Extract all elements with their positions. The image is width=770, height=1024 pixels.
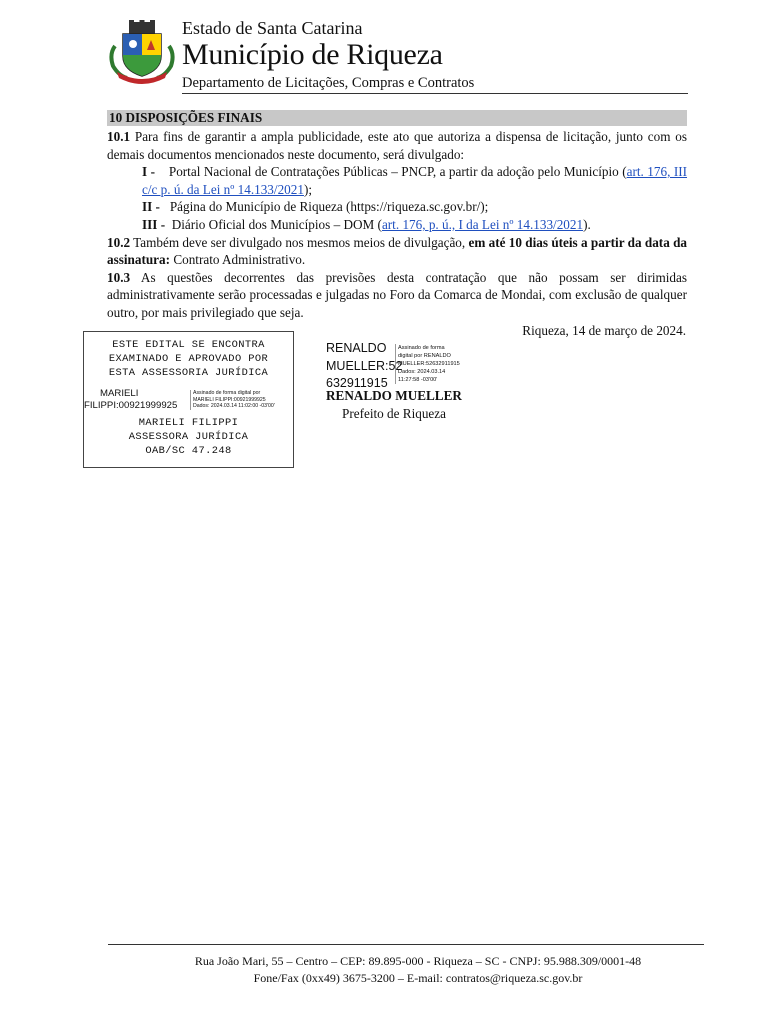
item-text-end: ). — [583, 216, 591, 232]
signature-meta-line: 11:27:58 -03'00' — [398, 377, 438, 383]
signature-meta-line: digital por RENALDO — [398, 353, 451, 359]
item-number: III - — [142, 216, 166, 232]
item-text-end: ); — [303, 181, 313, 197]
municipality-name: Município de Riqueza — [182, 38, 443, 71]
footer — [66, 953, 770, 987]
clause-10-3 — [107, 269, 687, 322]
list-item — [107, 216, 687, 234]
signature-meta-line: MUELLER:52632911915 — [398, 361, 460, 367]
clause-number: 10.2 — [107, 234, 131, 250]
signature-meta-line: MARIELI FILIPPI:00921999925 — [193, 396, 266, 403]
stamp-signer-role: ASSESSORA JURÍDICA — [128, 431, 249, 443]
coat-of-arms-icon — [107, 20, 177, 84]
clause-text: As questões decorrentes das previsões desta contratação que não possam ser dirimidas administrativamente serão processadas e julgadas no Foro da Comarca de Mondai, com exclusão de qualquer outro, por mais privilegiado que seja. — [107, 269, 687, 320]
stamp-oab-number: OAB/SC 47.248 — [145, 445, 232, 457]
signature-meta-line: Dados: 2024.03.14 — [398, 369, 446, 375]
signer-name: RENALDO MUELLER — [326, 388, 462, 403]
signature-name — [326, 340, 402, 393]
department-name: Departamento de Licitações, Compras e Contratos — [182, 75, 475, 91]
legal-approval-stamp — [83, 331, 294, 468]
header-divider — [182, 93, 688, 94]
place-and-date: Riqueza, 14 de março de 2024. — [522, 323, 686, 338]
signature-name-line: MARIELI — [100, 388, 139, 399]
signature-name — [84, 388, 178, 412]
clause-text: Para fins de garantir a ampla publicidade, este ato que autoriza a dispensa de licitação, junto com os demais documentos mencionados neste documento, será divulgado: — [107, 129, 687, 162]
footer-contact: Fone/Fax (0xx49) 3675-3200 – E-mail: contratos@riqueza.sc.gov.br — [253, 971, 583, 985]
document-body — [107, 110, 687, 322]
clause-text-end: Contrato Administrativo. — [173, 252, 306, 268]
signature-name-line: MUELLER:52 — [326, 358, 403, 373]
law-link[interactable]: art. 176, p. ú., I da Lei nº 14.133/2021 — [381, 216, 584, 232]
stamp-line: ESTE EDITAL SE ENCONTRA — [112, 339, 265, 351]
clause-text-bold: em até 10 dias úteis a partir da data da assinatura: — [107, 234, 688, 268]
signature-metadata — [395, 344, 460, 384]
signature-name-line: FILIPPI:00921999925 — [84, 400, 178, 411]
law-link[interactable]: art. 176, III c/c p. ú. da Lei nº 14.133/2021 — [142, 164, 688, 197]
signature-meta-line: Assinado de forma digital por — [193, 390, 261, 396]
signer-role: Prefeito de Riqueza — [342, 406, 446, 421]
stamp-signer-name: MARIELI FILIPPI — [138, 417, 239, 429]
signature-metadata — [190, 390, 275, 410]
clause-text: Também deve ser divulgado nos mesmos meios de divulgação, — [133, 234, 466, 250]
signature-name-line: RENALDO — [326, 341, 387, 355]
clause-10-2 — [107, 234, 687, 269]
footer-divider — [108, 944, 704, 945]
state-name: Estado de Santa Catarina — [182, 18, 363, 38]
clause-number: 10.3 — [107, 269, 131, 285]
footer-address: Rua João Mari, 55 – Centro – CEP: 89.895-000 - Riqueza – SC - CNPJ: 95.988.309/0001-48 — [194, 954, 642, 968]
clause-number: 10.1 — [107, 129, 131, 144]
stamp-line: EXAMINADO E APROVADO POR — [108, 353, 269, 365]
item-number: II - — [142, 199, 160, 215]
signature-meta-line: Assinado de forma — [398, 345, 445, 351]
digital-signature-legal — [84, 386, 293, 416]
clause-10-1 — [107, 128, 687, 163]
item-number: I - — [142, 164, 155, 180]
stamp-line: ESTA ASSESSORIA JURÍDICA — [108, 367, 269, 379]
section-title: 10 DISPOSIÇÕES FINAIS — [107, 110, 687, 126]
item-text: Portal Nacional de Contratações Públicas – PNCP, a partir da adoção pelo Município ( — [168, 164, 627, 180]
item-text: Diário Oficial dos Municípios – DOM ( — [171, 216, 382, 232]
list-item — [107, 198, 687, 216]
signature-name-line: 632911915 — [326, 376, 388, 390]
list-item — [107, 163, 687, 198]
item-text: Página do Município de Riqueza (https://riqueza.sc.gov.br/); — [169, 199, 489, 215]
signature-meta-line: Dados: 2024.03.14 11:02:00 -03'00' — [193, 403, 275, 410]
